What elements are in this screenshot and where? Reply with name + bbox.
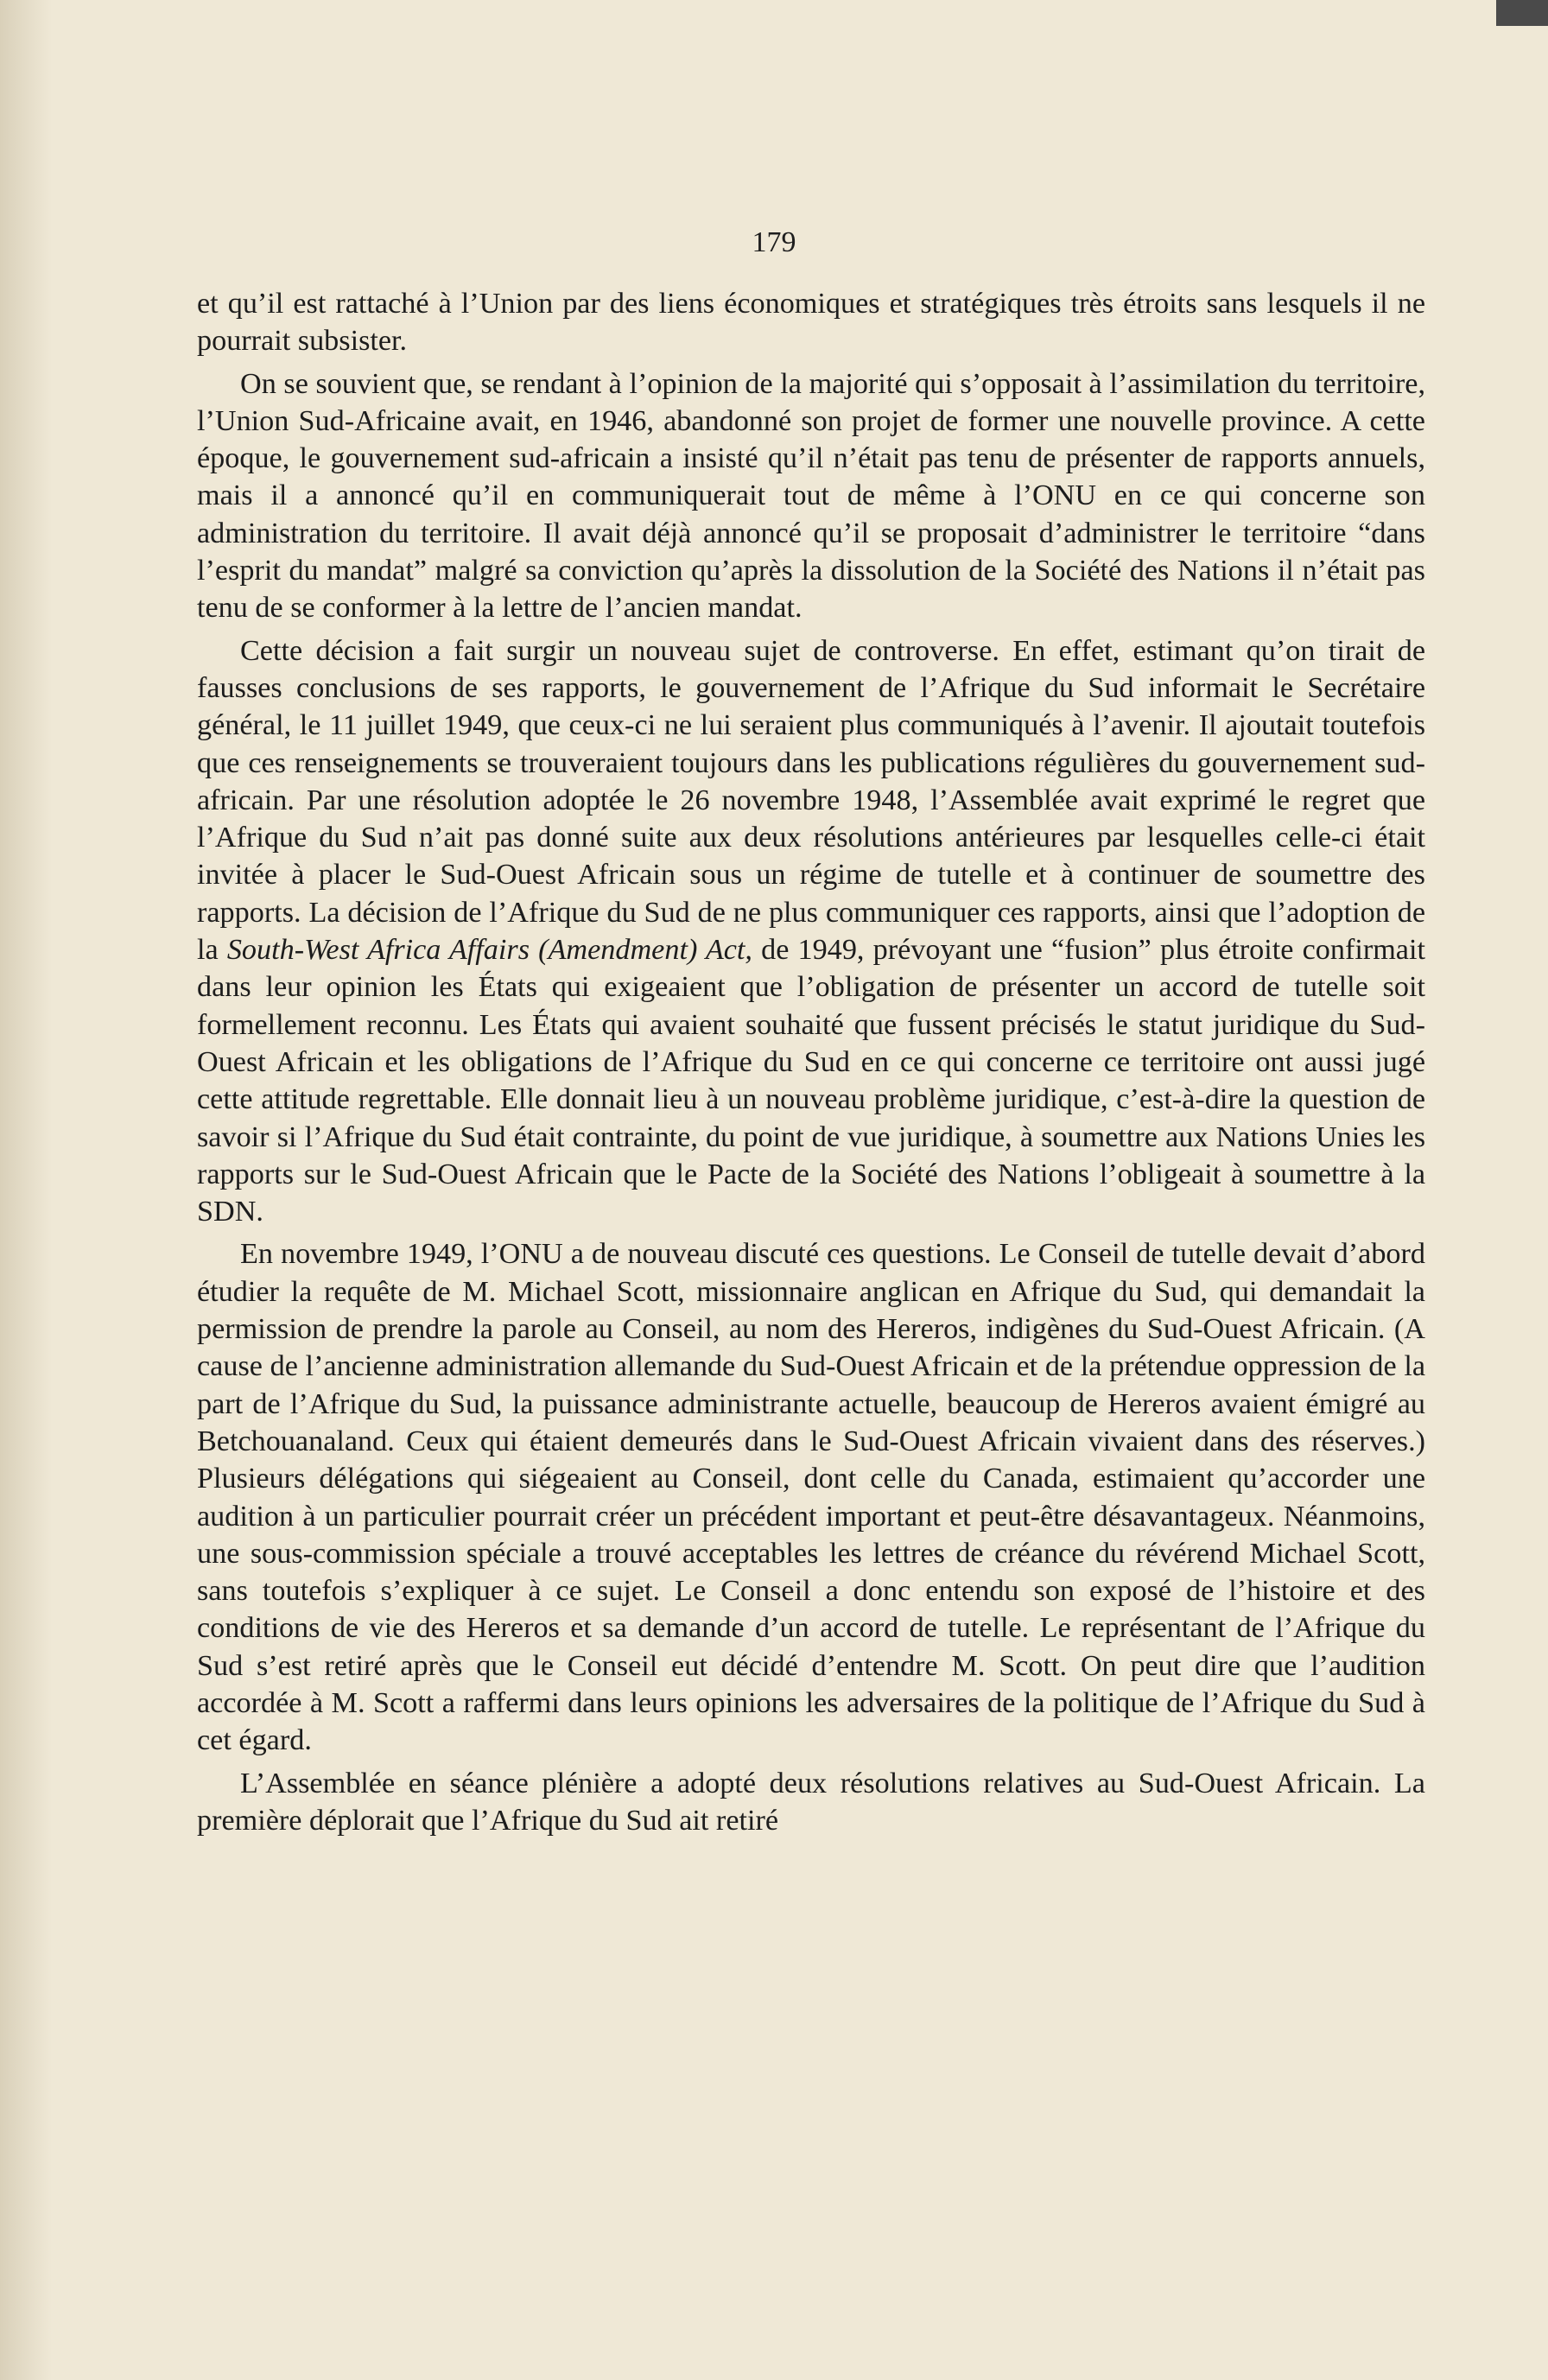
paragraph-5: L’Assemblée en séance plénière a adopté deux résolutions relatives au Sud-Ouest Africain. La première déplorait que l’Afrique du Sud ait retiré	[197, 1767, 1425, 1837]
paragraph-3	[197, 632, 1425, 1231]
body-text	[197, 285, 1425, 1839]
paragraph-1: et qu’il est rattaché à l’Union par des liens économiques et stratégiques très étroits sans lesquels il ne pourrait subsister.	[197, 288, 1425, 358]
act-title-italic: South-West Africa Affairs (Amendment) Act,	[226, 934, 752, 967]
paragraph-2: On se souvient que, se rendant à l’opinion de la majorité qui s’opposait à l’assimilation du territoire, l’Union Sud-Africaine avait, en 1946, abandonné son projet de former une nouvelle province. A cette époque, le gouvernement sud-africain a insisté qu’il n’était pas tenu de présenter de rapports annuels, mais il a annoncé qu’il en communiquerait tout de même à l’ONU en ce qui concerne son administration du territoire. Il avait déjà annoncé qu’il se proposait d’administrer le territoire “dans l’esprit du mandat” malgré sa conviction qu’après la dissolution de la Société des Nations il n’était pas tenu de se conformer à la lettre de l’ancien mandat.	[197, 367, 1425, 625]
paragraph-4: En novembre 1949, l’ONU a de nouveau discuté ces questions. Le Conseil de tutelle devait d’abord étudier la requête de M. Michael Scott, missionnaire anglican en Afrique du Sud, qui demandait la permission de prendre la parole au Conseil, au nom des Hereros, indigènes du Sud-Ouest Africain. (A cause de l’ancienne administration allemande du Sud-Ouest Africain et de la prétendue oppression de la part de l’Afrique du Sud, la puissance administrante actuelle, beaucoup de Hereros avaient émigré au Betchouanaland. Ceux qui étaient demeurés dans le Sud-Ouest Africain vivaient dans des réserves.) Plusieurs délégations qui siégeaient au Conseil, dont celle du Canada, estimaient qu’accorder une audition à un particulier pourrait créer un précédent important et peut-être désavantageux. Néanmoins, une sous-commission spéciale a trouvé acceptables les lettres de créance du révérend Michael Scott, sans toutefois s’expliquer à ce sujet. Le Conseil a donc entendu son exposé de l’histoire et des conditions de vie des Hereros et sa demande d’un accord de tutelle. Le représentant de l’Afrique du Sud s’est retiré après que le Conseil eut décidé d’entendre M. Scott. On peut dire que l’audition accordée à M. Scott a raffermi dans leurs opinions les adversaires de la politique de l’Afrique du Sud à cet égard.	[197, 1238, 1425, 1757]
paragraph-3-part-2: de 1949, prévoyant une “fusion” plus étroite confirmait dans leur opinion les États qui exigeaient que l’obligation de présenter un accord de tutelle soit formellement reconnu. Les États qui avaient souhaité que fussent précisés le statut juridique du Sud-Ouest Africain et les obligations de l’Afrique du Sud en ce qui concerne ce territoire ont aussi jugé cette attitude regrettable. Elle donnait lieu à un nouveau problème juridique, c’est-à-dire la question de savoir si l’Afrique du Sud était contrainte, du point de vue juridique, à soumettre aux Nations Unies les rapports sur le Sud-Ouest Africain que le Pacte de la Société des Nations l’obligeait à soumettre à la SDN.	[197, 934, 1425, 1228]
page-corner-background	[1496, 0, 1548, 26]
page-gutter-shadow	[0, 0, 52, 2380]
page-number: 179	[752, 226, 796, 258]
paragraph-3-part-1: Cette décision a fait surgir un nouveau sujet de controverse. En effet, estimant qu’on tirait de fausses conclusions de ses rapports, le gouvernement de l’Afrique du Sud informait le Secrétaire général, le 11 juillet 1949, que ceux-ci ne lui seraient plus communiqués à l’avenir. Il ajoutait toutefois que ces renseignements se trouveraient toujours dans les publications régulières du gouvernement sud-africain. Par une résolution adoptée le 26 novembre 1948, l’Assemblée avait exprimé le regret que l’Afrique du Sud n’ait pas donné suite aux deux résolutions antérieures par lesquelles celle-ci était invitée à placer le Sud-Ouest Africain sous un régime de tutelle et à continuer de soumettre des rapports. La décision de l’Afrique du Sud de ne plus communiquer ces rapports, ainsi que l’adoption de la	[197, 634, 1425, 967]
